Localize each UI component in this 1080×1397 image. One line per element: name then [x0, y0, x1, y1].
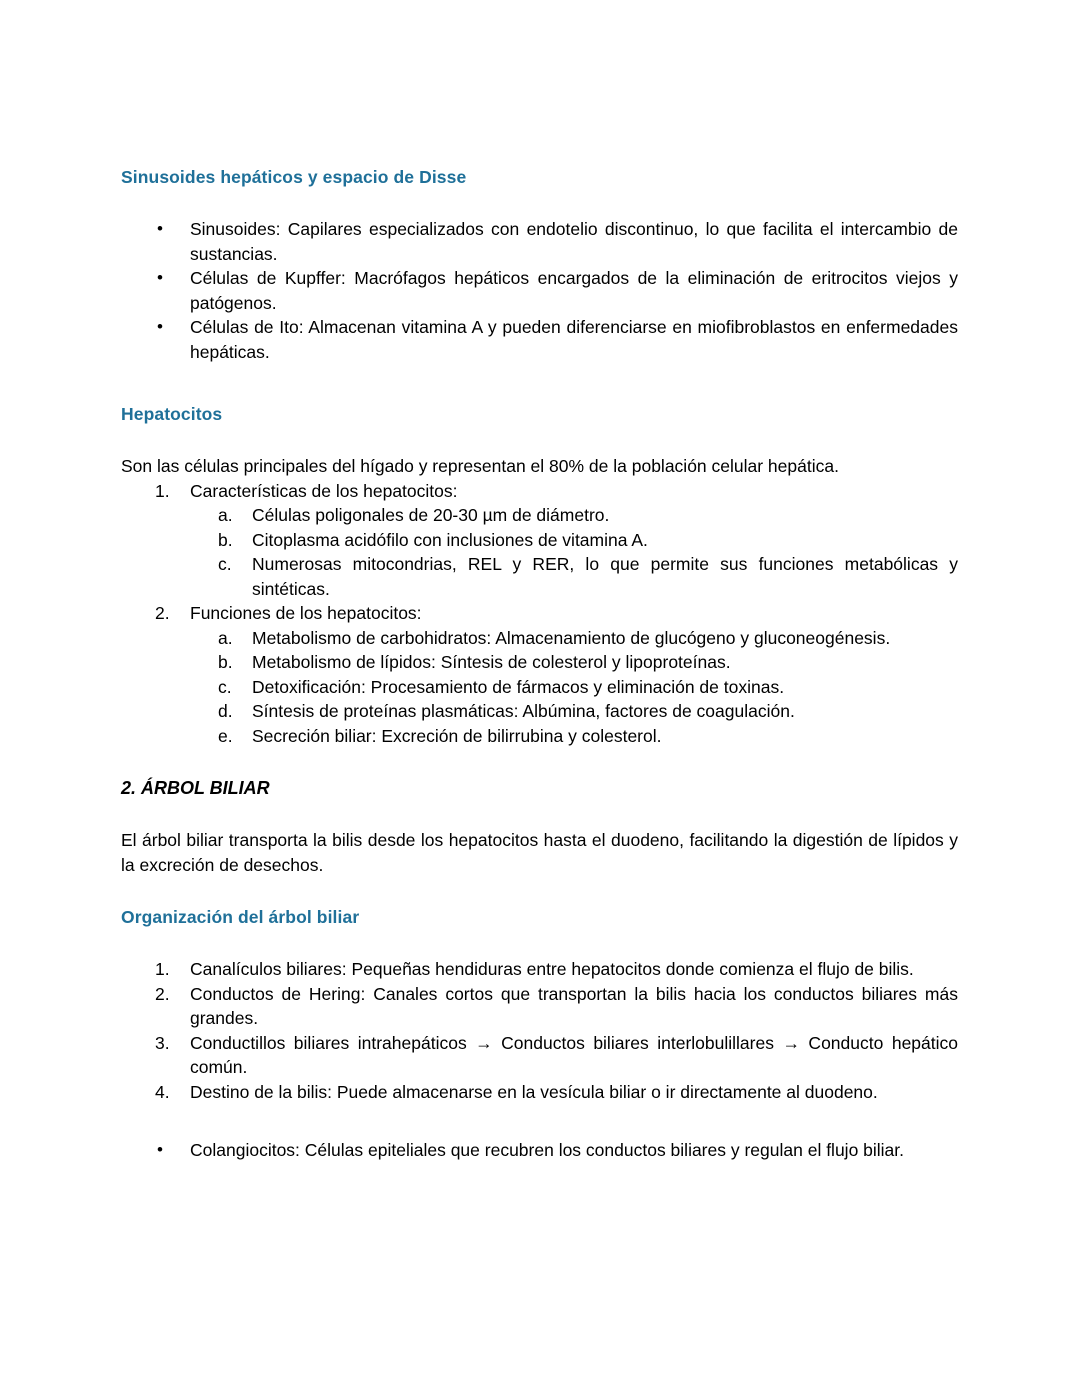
list-marker: c. — [218, 676, 232, 697]
section-heading-hepatocitos: Hepatocitos — [121, 404, 223, 424]
funciones-sublist — [190, 626, 958, 749]
arbol-biliar-paragraph: El árbol biliar transporta la bilis desde los hepatocitos hasta el duodeno, facilitando la digestión de lípidos y la excreción de desechos. — [121, 830, 958, 875]
list-item — [121, 957, 958, 982]
list-item — [121, 479, 958, 602]
list-item — [121, 315, 958, 364]
list-item-text: Metabolismo de carbohidratos: Almacenamiento de glucógeno y gluconeogénesis. — [252, 627, 891, 648]
caracteristicas-sublist — [190, 503, 958, 601]
hepatocitos-paragraph: Son las células principales del hígado y representan el 80% de la población celular hepática. — [121, 456, 839, 476]
list-item — [190, 552, 958, 601]
list-item-text: Síntesis de proteínas plasmáticas: Albúmina, factores de coagulación. — [252, 701, 795, 721]
list-item — [190, 528, 958, 553]
list-item — [121, 1031, 958, 1080]
list-item — [121, 1138, 958, 1163]
list-marker: 1. — [155, 959, 170, 979]
list-item-text: Citoplasma acidófilo con inclusiones de vitamina A. — [252, 529, 648, 550]
list-marker: 4. — [155, 1081, 170, 1102]
list-marker: 3. — [155, 1032, 170, 1053]
list-item-text: Canalículos biliares: Pequeñas hendiduras entre hepatocitos donde comienza el flujo de bilis. — [190, 959, 914, 979]
list-marker: b. — [218, 652, 233, 672]
organizacion-numbered-list — [121, 957, 958, 1104]
list-item — [190, 650, 958, 675]
list-item-text: Secreción biliar: Excreción de bilirrubina y colesterol. — [252, 725, 662, 746]
list-marker: d. — [218, 701, 233, 721]
list-item-text: Conductos de Hering: Canales cortos que transportan la bilis hacia los conductos biliares más grandes. — [190, 983, 958, 1028]
list-item-text: Características de los hepatocitos: — [190, 480, 458, 501]
hepatocitos-numbered-list — [121, 479, 958, 749]
list-item-text: Células poligonales de 20-30 µm de diámetro. — [252, 505, 610, 525]
list-item-text: Metabolismo de lípidos: Síntesis de colesterol y lipoproteínas. — [252, 652, 731, 672]
list-item — [121, 266, 958, 315]
list-item-text: Colangiocitos: Células epiteliales que recubren los conductos biliares y regulan el flujo biliar. — [190, 1140, 905, 1160]
major-section-heading-arbol-biliar: 2. ÁRBOL BILIAR — [121, 778, 270, 798]
list-marker: c. — [218, 554, 232, 574]
spacer — [121, 877, 958, 905]
list-item — [190, 626, 958, 651]
list-item-text: Destino de la bilis: Puede almacenarse en la vesícula biliar o ir directamente al duodeno. — [190, 1081, 878, 1102]
list-marker: b. — [218, 529, 233, 550]
list-marker: 1. — [155, 480, 170, 501]
list-item — [190, 724, 958, 749]
section-heading-organizacion: Organización del árbol biliar — [121, 907, 360, 927]
list-item-text: Detoxificación: Procesamiento de fármacos y eliminación de toxinas. — [252, 676, 785, 697]
list-marker: a. — [218, 505, 233, 525]
list-marker: 2. — [155, 983, 170, 1004]
list-item — [190, 675, 958, 700]
list-item-text: Funciones de los hepatocitos: — [190, 603, 422, 623]
list-item — [121, 217, 958, 266]
list-item-text: Numerosas mitocondrias, REL y RER, lo que permite sus funciones metabólicas y sintéticas. — [252, 554, 958, 599]
list-marker: a. — [218, 627, 233, 648]
spacer — [121, 364, 958, 402]
spacer — [121, 189, 958, 217]
list-item — [121, 982, 958, 1031]
list-marker: 2. — [155, 603, 170, 623]
spacer — [121, 748, 958, 776]
organizacion-bullet-list — [121, 1138, 958, 1163]
list-item-text: Células de Kupffer: Macrófagos hepáticos encargados de la eliminación de eritrocitos viejos y patógenos. — [190, 268, 958, 313]
list-item-text: Sinusoides: Capilares especializados con endotelio discontinuo, lo que facilita el intercambio de sustancias. — [190, 219, 958, 264]
sinusoides-bullet-list — [121, 217, 958, 364]
list-item — [121, 1080, 958, 1105]
spacer — [121, 929, 958, 957]
list-item-text: Células de Ito: Almacenan vitamina A y pueden diferenciarse en miofibroblastos en enfermedades hepáticas. — [190, 317, 958, 362]
list-item — [190, 699, 958, 724]
list-item — [190, 503, 958, 528]
list-item-text: Conductillos biliares intrahepáticos → Conductos biliares interlobulillares → Conducto hepático común. — [190, 1032, 958, 1077]
spacer — [121, 800, 958, 828]
section-heading-sinusoides: Sinusoides hepáticos y espacio de Disse — [121, 167, 467, 187]
list-marker: e. — [218, 725, 233, 746]
spacer — [121, 1104, 958, 1138]
spacer — [121, 426, 958, 454]
list-item — [121, 601, 958, 748]
